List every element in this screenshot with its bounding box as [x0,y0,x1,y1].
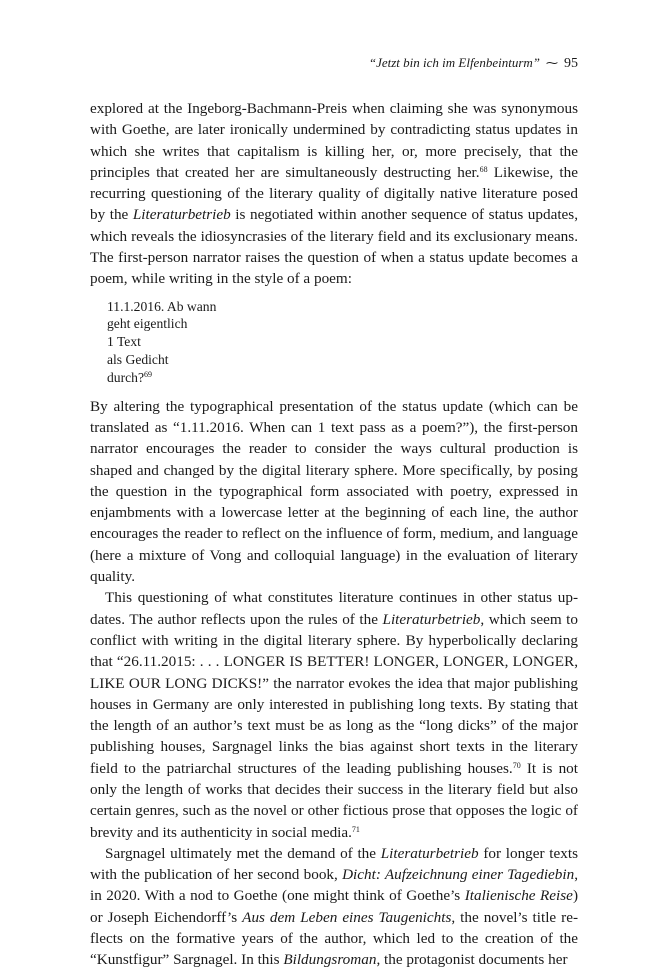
poem-line-last [107,369,578,387]
text-run: It is not only the length of works that decides their success in the literary field but also certain genres, such as the novel or other fictious prose that opposes the logic of brevity and its authenticity in social media. [90,759,578,841]
poem-line: als Gedicht [107,352,169,368]
text-run: for longer texts with the publication of her second book, [90,844,578,884]
italic-term: Literaturbetrieb [380,844,479,862]
text-run: By altering the typographical presentation of the status update (which can be translated as “1.11.2016. When can 1 text pass as a poem?”), the first-person narrator encourages the reader to consider the ways cultural production is shaped and changed by the digital literary sphere. More specifically, by posing the question in the typographical form associated with poetry, expressed in enjambments with a lowercase letter at the beginning of each line, the author encourages the reader to reflect on the influence of form, medium, and language (here a mixture of Vong and colloquial language) in the evaluation of literary quality. [90,397,578,586]
text-run: ) or Joseph Eichendorff’s [90,887,578,926]
ornament-icon: ⁓ [546,56,558,70]
text-run: , the protagonist documents her [376,951,568,969]
text-run: explored at the Ingeborg-Bachmann-Preis when claiming she was synonymous with Goethe, are later ironically undermined by contradicting status updates in which she writes that capitalism is killing her, or, more precisely, that the principles that created her are simultaneously destructing her. [90,100,578,181]
text-run: Likewise, the recurring questioning of the literary quality of digitally native literature posed by the [90,163,578,224]
footnote-ref-68[interactable]: 68 [479,164,488,174]
poem-line: 11.1.2016. Ab wann [107,298,217,314]
page-number: 95 [564,56,578,71]
text-run: This questioning of what constitutes literature continues in other status updates. The author reflects upon the rules of the [90,589,578,628]
italic-title: Italienische Reise [464,887,573,905]
poem-line: durch? [107,369,144,385]
text-run: , in 2020. With a nod to Goethe (one might think of Goethe’s [90,866,578,905]
text-run: is negotiated within another sequence of status updates, which reveals the idiosyncrasies of the literary field and its exclusionary means. The first-person narrator raises the question of when a status update becomes a poem, while writing in the style of a poem: [90,206,578,288]
running-title: “Jetzt bin ich im Elfenbeinturm” [368,55,540,70]
paragraph-2 [90,396,578,588]
footnote-ref-71[interactable]: 71 [351,824,360,834]
text-run: Sargnagel ultimately met the demand of the [105,844,381,862]
paragraph-1 [90,98,578,290]
footnote-ref-70[interactable]: 70 [512,760,521,770]
italic-title: Dicht: Aufzeichnung einer Tagediebin [342,866,575,884]
quoted-poem [107,298,578,387]
paragraph-4 [90,843,578,971]
paragraph-3 [90,587,578,843]
poem-line: 1 Text [107,334,141,350]
italic-term: Literaturbetrieb [132,206,231,224]
text-run: , which seem to conflict with writing in the digital literary sphere. By hyperbolically declaring that “26.11.2015: . . . LONGER IS BETTER! LONGER, LONGER, LONGER, LIKE OUR LONG DICKS!” the narrator evokes the idea that major publishing houses in Germany are only interested in publishing long texts. By stating that the length of an author’s text must be as long as the “long dicks” of the major publishing houses, Sargnagel links the bias against short texts in the literary field to the patriarchal structures of the leading publishing houses. [90,610,578,777]
body-text [90,98,578,971]
italic-term: Literaturbetrieb [382,610,481,628]
italic-term: Bildungsroman [283,951,377,969]
italic-title: Aus dem Leben eines Taugenichts [242,908,452,926]
running-header [369,55,578,72]
poem-line: geht eigentlich [107,316,188,332]
text-run: , the novel’s title reflects on the formative years of the author, which led to the creation of the “Kunstfigur” Sargnagel. In this [90,908,579,969]
footnote-ref-69[interactable]: 69 [144,369,152,379]
